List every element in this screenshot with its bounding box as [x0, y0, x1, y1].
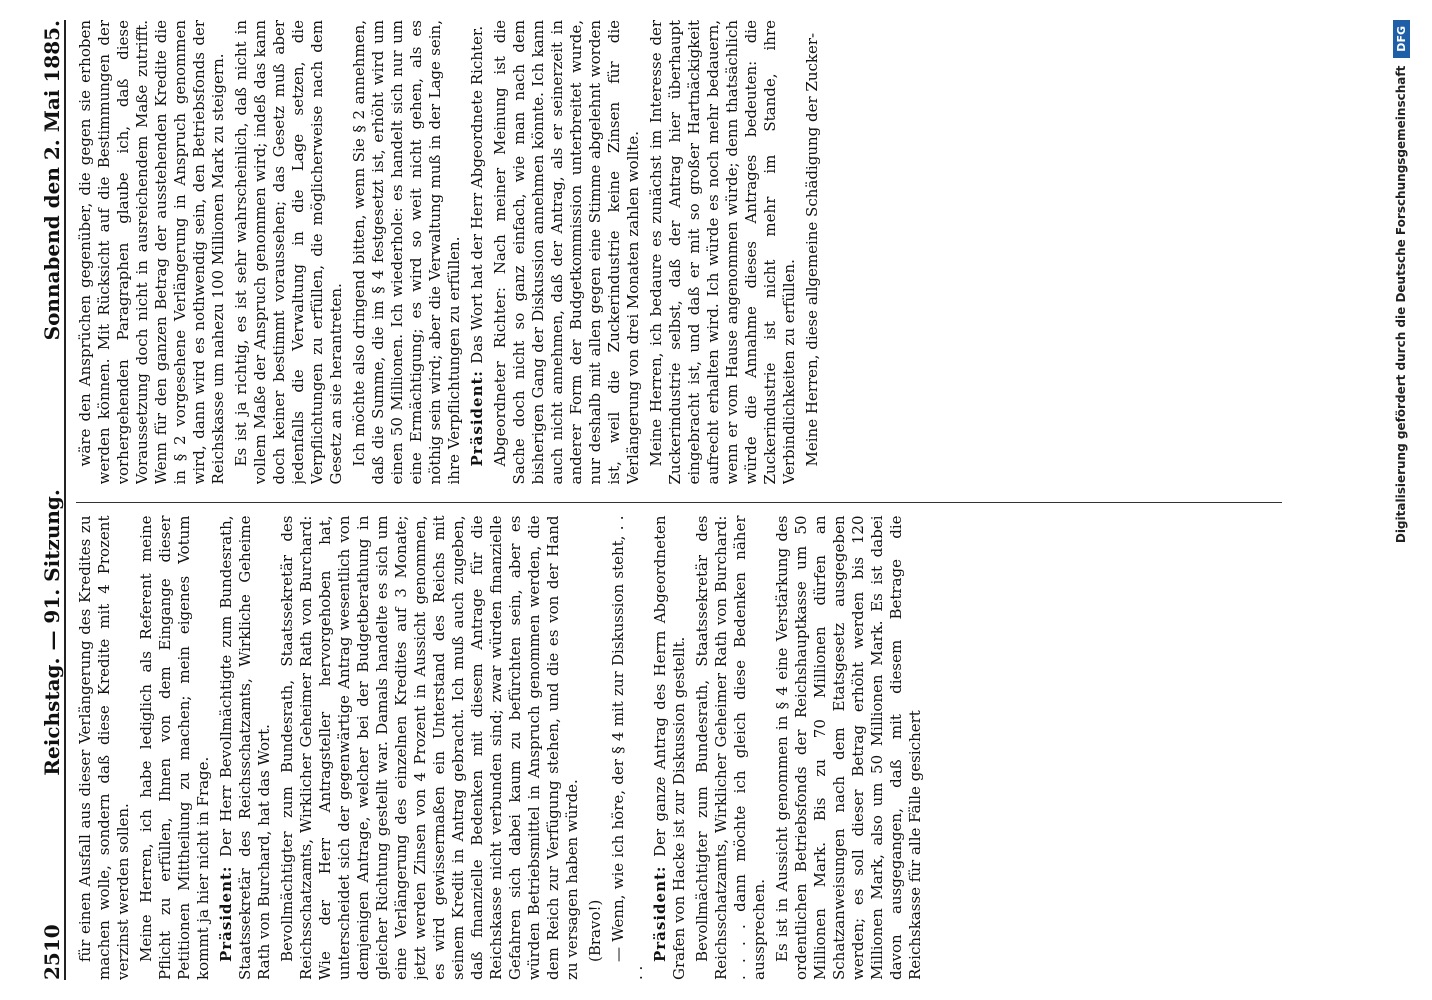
paragraph — [491, 20, 643, 485]
speaker-label: Präsident: — [217, 856, 235, 962]
paragraph — [803, 20, 822, 485]
paragraph — [76, 20, 228, 485]
paragraph — [76, 516, 133, 981]
credit-text: Digitalisierung gefördert durch die Deutsche Forschungsgemeinschaft — [1394, 65, 1408, 544]
paragraph-text: Bevollmächtigter zum Bundesrath, Staatssekretär des Reichsschatzamts, Wirklicher Geheimer Rath von Burchard: . . . . dann möchte ich gleich diese Bedenken näher aussprechen. — [693, 515, 768, 980]
column-left — [76, 503, 1282, 981]
speaker-label: Präsident: — [468, 363, 486, 467]
session-title: Reichstag. — 91. Sitzung. — [40, 489, 64, 776]
paragraph — [137, 516, 213, 981]
digitization-credit — [1386, 20, 1416, 980]
paragraph-text: wäre den Ansprüchen gegenüber, die gegen sie erhoben werden können. Mit Rücksicht auf die Bestimmungen der vorhergehenden Paragraphen glaube ich, daß diese Voraussetzung doch nicht in ausreichendem Maße zutrifft. Wenn für den ganzen Betrag der ausstehenden Kredite die in § 2 vorgesehene Verlängerung in Anspruch genommen wird, dann wird es nothwendig sein, den Betriebsfonds der Reichskasse um nahezu 100 Millionen Mark zu steigern. — [76, 20, 227, 485]
paragraph-text: — Wenn, wie ich höre, der § 4 mit zur Diskussion steht, . . . . — [609, 515, 646, 980]
page-number: 2510 — [40, 924, 64, 980]
paragraph — [468, 20, 487, 485]
paragraph-text: Bevollmächtigter zum Bundesrath, Staatssekretär des Reichsschatzamts, Wirklicher Geheimer Rath von Burchard: Wie der Herr Antragsteller hervorgehoben hat, unterscheidet sich der gegenwärtige Antrag wesentlich von demjenigen Antrage, welcher bei der Budgetberathung in gleicher Richtung gestellt war. Damals handelte es sich um eine Verlängerung des einzelnen Kredites auf 3 Monate; jetzt werden Zinsen von 4 Prozent in Aussicht genommen, es wird gewissermaßen ein Unterstand des Reichs mit seinem Kredit in Antrag gebracht. Ich muß auch zugeben, daß finanzielle Bedenken mit diesem Antrage für die Reichskasse nicht verbunden sind; zwar würden finanzielle Gefahren sich dabei kaum zu befürchten sein, aber es würden Betriebsmittel in Anspruch genommen werden, die dem Reich zur Verfügung stehen, und die es von der Hand zu versagen haben würde. — [278, 515, 581, 980]
paragraph-text: Der Herr Bevollmächtigte zum Bundesrath, Staatssekretär des Reichsschatzamts, Wirkliche Geheime Rath von Burchard, hat das Wort. — [217, 515, 273, 980]
paragraph — [647, 20, 799, 485]
page-date: Sonnabend den 2. Mai 1885. — [40, 20, 64, 341]
paragraph-text: Meine Herren, ich bedaure es zunächst im Interesse der Zuckerindustrie selbst, daß der Antrag hier überhaupt eingebracht ist, und daß er mit so großer Hartnäckigkeit aufrecht erhalten wird. Ich würde es noch mehr bedauern, wenn er vom Hause angenommen würde; denn thatsächlich würde die Annahme dieses Antrages bedeuten: die Zuckerindustrie ist nicht mehr im Stande, ihre Verbindlichkeiten zu erfüllen. — [647, 20, 798, 485]
paragraph-text: Ich möchte also dringend bitten, wenn Sie § 2 annehmen, daß die Summe, die im § 4 festgesetzt ist, erhöht wird um einen 50 Millionen. Ich wiederhole: es handelt sich nur um eine Ermächtigung; es wird so weit nicht gehen, als es nöthig sein wird; aber die Verwaltung muß in der Lage sein, ihre Verpflichtungen zu erfüllen. — [350, 20, 463, 485]
paragraph — [217, 516, 274, 981]
paragraph-text: Das Wort hat der Herr Abgeordnete Richter. — [468, 25, 486, 364]
dfg-logo: DFG — [1393, 20, 1410, 58]
paragraph-text: (Bravo!) — [586, 899, 604, 962]
speaker-label: Präsident: — [651, 856, 669, 962]
paragraph — [586, 516, 605, 981]
text-columns — [76, 20, 1282, 980]
paragraph — [350, 20, 464, 485]
paragraph — [232, 20, 346, 485]
column-right — [76, 20, 1282, 485]
paragraph — [278, 516, 582, 981]
paragraph — [609, 516, 647, 981]
page-header — [24, 20, 66, 980]
paragraph-text: Meine Herren, diese allgemeine Schädigung der Zucker- — [803, 32, 821, 467]
paragraph-text: Es ist ja richtig, es ist sehr wahrscheinlich, daß nicht in vollem Maße der Anspruch genommen wird; indeß das kann doch keiner bestimmt voraussehen; das Gesetz muß aber jedenfalls die Verwaltung in die Lage setzen, die Verpflichtungen zu erfüllen, die möglicherweise nach dem Gesetz an sie herantreten. — [232, 20, 345, 485]
paragraph-text: Meine Herren, ich habe lediglich als Referent meine Pflicht zu erfüllen, Ihnen von dem Eingange dieser Petitionen Mittheilung zu machen; mein eigenes Votum kommt ja hier nicht in Frage. — [137, 515, 212, 980]
paragraph — [651, 516, 689, 981]
paragraph-text: Abgeordneter Richter: Nach meiner Meinung ist die Sache doch nicht so ganz einfach, wie man nach dem bisherigen Gang der Diskussion annehmen könnte. Ich kann auch nicht annehmen, daß der Antrag, als er seinerzeit in anderer Form der Budgetkommission unterbreitet wurde, nur deshalb mit allen gegen eine Stimme abgelehnt worden ist, weil die Zuckerindustrie keine Zinsen für die Verlängerung von drei Monaten zahlen wollte. — [491, 20, 642, 485]
paragraph — [773, 516, 925, 981]
paragraph — [693, 516, 769, 981]
paragraph-text: für einen Ausfall aus dieser Verlängerung des Kredites zu machen wolle, sondern daß diese Kredite mit 4 Prozent verzinst werden sollen. — [76, 515, 132, 980]
paragraph-text: Der ganze Antrag des Herrn Abgeordneten Grafen von Hacke ist zur Diskussion gestellt. — [651, 515, 688, 980]
paragraph-text: Es ist in Aussicht genommen in § 4 eine Verstärkung des ordentlichen Betriebsfonds der Reichshauptkasse um 50 Millionen Mark. Bis zu 70 Millionen dürfen an Schatzanweisungen nach dem Etatsgesetz ausgegeben werden; es soll dieser Betrag erhöht werden bis 120 Millionen Mark, also um 50 Millionen Mark. Es ist dabei davon ausgegangen, daß mit diesem Betrage die Reichskasse für alle Fälle gesichert — [773, 515, 924, 980]
